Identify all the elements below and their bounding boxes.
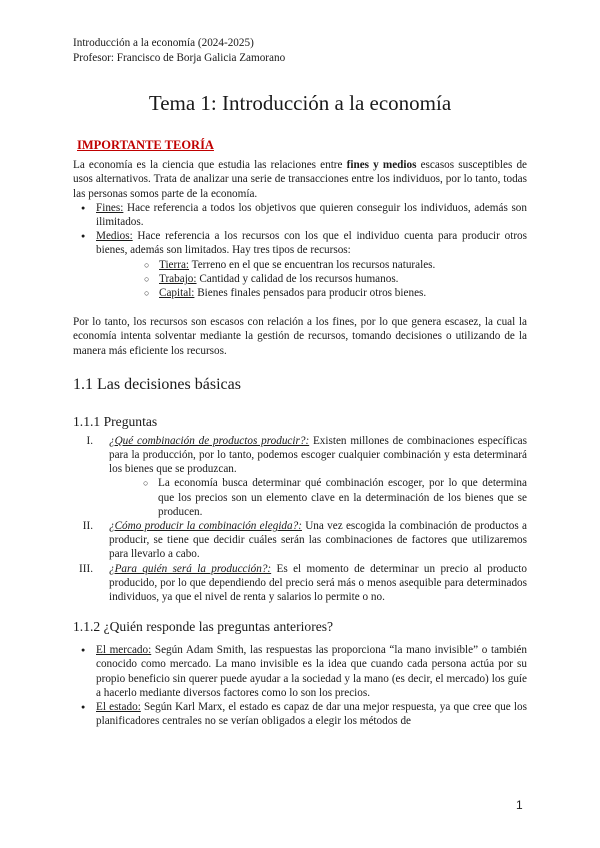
list-item <box>73 229 527 300</box>
bullet-term: Fines: <box>96 201 124 214</box>
fines-medios-list <box>73 201 527 300</box>
answers-list <box>73 643 527 728</box>
question-title: ¿Para quién será la producción?: <box>109 562 272 575</box>
conclusion-paragraph: Por lo tanto, los recursos son escasos con relación a los fines, por lo que genera escasez, la cual la economía intenta solventar mediante la gestión de recursos, tomando decisiones o utilizando de la manera más eficiente los recursos. <box>73 316 527 357</box>
resource-text: Terreno en el que se encuentran los recursos naturales. <box>189 258 436 271</box>
resource-term: Trabajo: <box>159 272 197 285</box>
question-text: Existen millones de combinaciones específicas para la producción, por lo tanto, podemos escoger cualquier combinación y esta determinará los bienes que se produzcan. <box>109 434 527 476</box>
resource-text: Cantidad y calidad de los recursos humanos. <box>196 272 399 285</box>
important-heading: IMPORTANTE TEORÍA <box>77 138 214 152</box>
bullet-text: Hace referencia a todos los objetivos que quieren conseguir los individuos, además son ilimitados. <box>96 201 527 229</box>
intro-paragraph <box>73 158 527 201</box>
resource-term: Capital: <box>159 287 195 300</box>
answer-term: El mercado: <box>96 644 152 657</box>
section-heading-1-1: 1.1 Las decisiones básicas <box>73 375 241 393</box>
question-title: ¿Cómo producir la combinación elegida?: <box>109 520 302 533</box>
list-item <box>144 286 527 300</box>
list-item <box>73 519 527 562</box>
intro-bold-term: fines y medios <box>346 159 417 172</box>
bullet-text: Hace referencia a los recursos con los que el individuo cuenta para producir otros bienes, además son limitados. Hay tres tipos de recursos: <box>96 230 527 257</box>
question-title: ¿Qué combinación de productos producir?: <box>109 434 310 447</box>
questions-list <box>73 434 527 604</box>
section-heading-1-1-2: 1.1.2 ¿Quién responde las preguntas anteriores? <box>73 619 334 635</box>
list-item <box>73 434 527 519</box>
answer-term: El estado: <box>96 701 141 714</box>
question-sublist <box>143 476 527 519</box>
page-number: 1 <box>516 798 523 812</box>
resource-text: Bienes finales pensados para producir otros bienes. <box>194 287 427 300</box>
resources-list <box>144 258 527 301</box>
question-text: Una vez escogida la combinación de productos a producir, se tiene que decidir cuáles serán las combinaciones de factores que utilizaremos para llevarlo a cabo. <box>109 520 527 561</box>
question-number: II. <box>82 520 93 533</box>
resource-term: Tierra: <box>159 258 190 271</box>
list-item <box>73 201 527 229</box>
list-item <box>144 272 527 286</box>
list-item <box>73 700 527 728</box>
section-heading-1-1-1: 1.1.1 Preguntas <box>73 413 158 429</box>
intro-text-1: La economía es la ciencia que estudia las relaciones entre <box>73 159 347 172</box>
intro-text-2: escasos susceptibles de usos alternativos. Trata de analizar una serie de transacciones entre los individuos, por lo tanto, todas las personas somos parte de la economía. <box>73 159 528 200</box>
question-text: Es el momento de determinar un precio al producto producido, por lo que dependiendo del precio será más o menos asequible para determinados individuos, ya que el nivel de renta y salarios lo permite o no. <box>109 562 527 604</box>
answer-text: Según Adam Smith, las respuestas las proporciona “la mano invisible” o también conocido como mercado. La mano invisible es la idea que cuando cada persona actúa por su propio beneficio sin querer puede ayudar a la sociedad y la mano (es decir, el mercado) los guíe a hacerlo mediante diversos factores como lo son los precios. <box>96 644 527 699</box>
bullet-term: Medios: <box>96 230 133 243</box>
answer-text: Según Karl Marx, el estado es capaz de dar una mejor respuesta, ya que cree que los planificadores centrales no se verían obligados a elegir los métodos de <box>96 701 527 728</box>
question-number: I. <box>86 434 93 447</box>
list-item: ○ La economía busca determinar qué combinación escoger, por lo que determina que los precios son un elemento clave en la determinación de los bienes que se producen. <box>143 476 527 519</box>
page-header <box>73 36 285 66</box>
list-item <box>73 643 527 700</box>
course-title: Introducción a la economía (2024-2025) <box>73 37 254 49</box>
list-item <box>144 258 527 272</box>
document-body <box>73 138 527 729</box>
question-number: III. <box>79 562 93 575</box>
professor-name: Profesor: Francisco de Borja Galicia Zamorano <box>73 52 286 64</box>
list-item <box>73 562 527 605</box>
page-title: Tema 1: Introducción a la economía <box>148 91 452 115</box>
